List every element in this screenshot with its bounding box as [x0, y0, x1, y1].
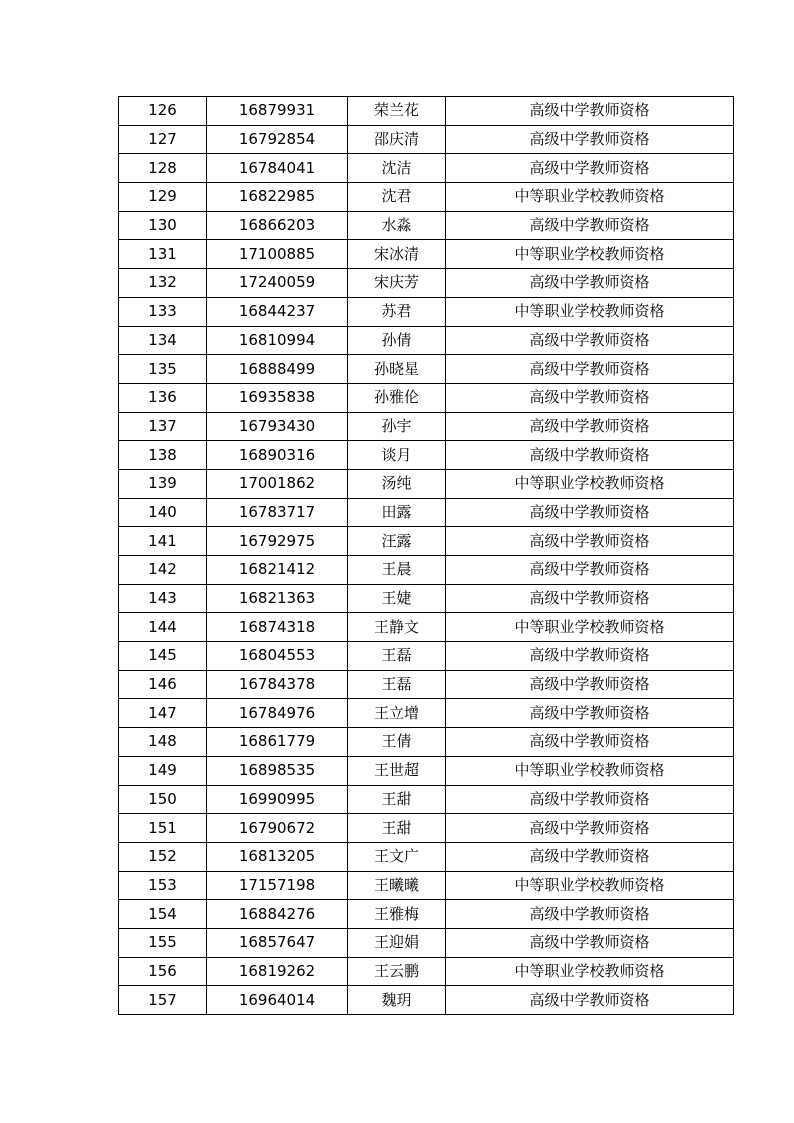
- name-cell: 王晨: [348, 556, 446, 585]
- seq-cell: 156: [119, 957, 207, 986]
- qualification-cell: 中等职业学校教师资格: [446, 957, 734, 986]
- seq-cell: 128: [119, 154, 207, 183]
- qualification-cell: 高级中学教师资格: [446, 269, 734, 298]
- qualification-cell: 高级中学教师资格: [446, 670, 734, 699]
- name-cell: 王倩: [348, 728, 446, 757]
- qualification-cell: 高级中学教师资格: [446, 814, 734, 843]
- id-cell: 16810994: [207, 326, 348, 355]
- name-cell: 王甜: [348, 785, 446, 814]
- table-row: [119, 269, 734, 298]
- qualification-cell: 高级中学教师资格: [446, 97, 734, 126]
- seq-cell: 152: [119, 842, 207, 871]
- qualification-cell: 高级中学教师资格: [446, 355, 734, 384]
- table-row: [119, 871, 734, 900]
- seq-cell: 138: [119, 441, 207, 470]
- name-cell: 田露: [348, 498, 446, 527]
- id-cell: 16964014: [207, 986, 348, 1015]
- table-row: [119, 670, 734, 699]
- table-row: [119, 240, 734, 269]
- qualification-cell: 高级中学教师资格: [446, 125, 734, 154]
- name-cell: 宋冰清: [348, 240, 446, 269]
- seq-cell: 126: [119, 97, 207, 126]
- seq-cell: 136: [119, 383, 207, 412]
- qualification-cell: 高级中学教师资格: [446, 728, 734, 757]
- qualification-cell: 高级中学教师资格: [446, 498, 734, 527]
- id-cell: 16866203: [207, 211, 348, 240]
- name-cell: 王立增: [348, 699, 446, 728]
- seq-cell: 140: [119, 498, 207, 527]
- qualification-cell: 中等职业学校教师资格: [446, 613, 734, 642]
- table-row: [119, 556, 734, 585]
- qualification-cell: 高级中学教师资格: [446, 412, 734, 441]
- name-cell: 苏君: [348, 297, 446, 326]
- qualification-cell: 中等职业学校教师资格: [446, 469, 734, 498]
- table-row: [119, 613, 734, 642]
- seq-cell: 139: [119, 469, 207, 498]
- seq-cell: 135: [119, 355, 207, 384]
- name-cell: 王静文: [348, 613, 446, 642]
- name-cell: 王文广: [348, 842, 446, 871]
- qualification-cell: 高级中学教师资格: [446, 211, 734, 240]
- id-cell: 16888499: [207, 355, 348, 384]
- table-row: [119, 355, 734, 384]
- table-row: [119, 756, 734, 785]
- id-cell: 17001862: [207, 469, 348, 498]
- seq-cell: 151: [119, 814, 207, 843]
- qualification-cell: 高级中学教师资格: [446, 527, 734, 556]
- seq-cell: 127: [119, 125, 207, 154]
- id-cell: 16857647: [207, 928, 348, 957]
- qualification-cell: 高级中学教师资格: [446, 556, 734, 585]
- name-cell: 汤纯: [348, 469, 446, 498]
- seq-cell: 154: [119, 900, 207, 929]
- name-cell: 王迎娟: [348, 928, 446, 957]
- name-cell: 沈君: [348, 183, 446, 212]
- name-cell: 汪露: [348, 527, 446, 556]
- table-row: [119, 469, 734, 498]
- seq-cell: 132: [119, 269, 207, 298]
- seq-cell: 129: [119, 183, 207, 212]
- id-cell: 16898535: [207, 756, 348, 785]
- table-row: [119, 842, 734, 871]
- seq-cell: 150: [119, 785, 207, 814]
- name-cell: 孙宇: [348, 412, 446, 441]
- id-cell: 16819262: [207, 957, 348, 986]
- qualification-cell: 高级中学教师资格: [446, 699, 734, 728]
- name-cell: 谈月: [348, 441, 446, 470]
- seq-cell: 148: [119, 728, 207, 757]
- table-row: [119, 957, 734, 986]
- id-cell: 16793430: [207, 412, 348, 441]
- seq-cell: 153: [119, 871, 207, 900]
- seq-cell: 155: [119, 928, 207, 957]
- qualification-cell: 中等职业学校教师资格: [446, 756, 734, 785]
- id-cell: 16861779: [207, 728, 348, 757]
- name-cell: 王婕: [348, 584, 446, 613]
- id-cell: 16792854: [207, 125, 348, 154]
- table-row: [119, 584, 734, 613]
- qualification-cell: 高级中学教师资格: [446, 986, 734, 1015]
- qualification-cell: 高级中学教师资格: [446, 326, 734, 355]
- table-row: [119, 154, 734, 183]
- seq-cell: 157: [119, 986, 207, 1015]
- roster-body: [119, 97, 734, 1015]
- table-row: [119, 326, 734, 355]
- table-row: [119, 498, 734, 527]
- qualification-cell: 高级中学教师资格: [446, 642, 734, 671]
- name-cell: 孙倩: [348, 326, 446, 355]
- qualification-cell: 高级中学教师资格: [446, 900, 734, 929]
- id-cell: 16884276: [207, 900, 348, 929]
- table-row: [119, 383, 734, 412]
- name-cell: 王磊: [348, 642, 446, 671]
- table-row: [119, 211, 734, 240]
- id-cell: 16804553: [207, 642, 348, 671]
- table-row: [119, 125, 734, 154]
- seq-cell: 142: [119, 556, 207, 585]
- id-cell: 16784976: [207, 699, 348, 728]
- id-cell: 16784041: [207, 154, 348, 183]
- table-row: [119, 814, 734, 843]
- qualification-cell: 高级中学教师资格: [446, 928, 734, 957]
- name-cell: 王曦曦: [348, 871, 446, 900]
- qualification-cell: 中等职业学校教师资格: [446, 240, 734, 269]
- seq-cell: 133: [119, 297, 207, 326]
- name-cell: 荣兰花: [348, 97, 446, 126]
- qualification-cell: 高级中学教师资格: [446, 842, 734, 871]
- seq-cell: 144: [119, 613, 207, 642]
- id-cell: 17100885: [207, 240, 348, 269]
- name-cell: 邵庆清: [348, 125, 446, 154]
- qualification-cell: 中等职业学校教师资格: [446, 871, 734, 900]
- qualification-cell: 高级中学教师资格: [446, 441, 734, 470]
- name-cell: 王世超: [348, 756, 446, 785]
- name-cell: 王磊: [348, 670, 446, 699]
- table-row: [119, 97, 734, 126]
- id-cell: 16822985: [207, 183, 348, 212]
- table-row: [119, 986, 734, 1015]
- seq-cell: 131: [119, 240, 207, 269]
- id-cell: 17157198: [207, 871, 348, 900]
- seq-cell: 134: [119, 326, 207, 355]
- name-cell: 孙晓星: [348, 355, 446, 384]
- id-cell: 16792975: [207, 527, 348, 556]
- table-row: [119, 441, 734, 470]
- seq-cell: 137: [119, 412, 207, 441]
- id-cell: 16790672: [207, 814, 348, 843]
- id-cell: 17240059: [207, 269, 348, 298]
- id-cell: 16879931: [207, 97, 348, 126]
- id-cell: 16935838: [207, 383, 348, 412]
- roster-table: [118, 96, 734, 1015]
- id-cell: 16821363: [207, 584, 348, 613]
- table-row: [119, 412, 734, 441]
- name-cell: 孙雅伦: [348, 383, 446, 412]
- id-cell: 16890316: [207, 441, 348, 470]
- id-cell: 16821412: [207, 556, 348, 585]
- id-cell: 16990995: [207, 785, 348, 814]
- table-row: [119, 527, 734, 556]
- name-cell: 王云鹏: [348, 957, 446, 986]
- name-cell: 宋庆芳: [348, 269, 446, 298]
- table-row: [119, 900, 734, 929]
- table-row: [119, 699, 734, 728]
- table-row: [119, 642, 734, 671]
- qualification-cell: 高级中学教师资格: [446, 154, 734, 183]
- name-cell: 魏玥: [348, 986, 446, 1015]
- seq-cell: 130: [119, 211, 207, 240]
- table-row: [119, 785, 734, 814]
- id-cell: 16784378: [207, 670, 348, 699]
- seq-cell: 147: [119, 699, 207, 728]
- name-cell: 王甜: [348, 814, 446, 843]
- id-cell: 16844237: [207, 297, 348, 326]
- seq-cell: 146: [119, 670, 207, 699]
- seq-cell: 141: [119, 527, 207, 556]
- qualification-cell: 中等职业学校教师资格: [446, 297, 734, 326]
- qualification-cell: 高级中学教师资格: [446, 584, 734, 613]
- table-row: [119, 928, 734, 957]
- id-cell: 16874318: [207, 613, 348, 642]
- qualification-cell: 高级中学教师资格: [446, 383, 734, 412]
- seq-cell: 149: [119, 756, 207, 785]
- qualification-cell: 高级中学教师资格: [446, 785, 734, 814]
- name-cell: 水淼: [348, 211, 446, 240]
- id-cell: 16813205: [207, 842, 348, 871]
- seq-cell: 145: [119, 642, 207, 671]
- name-cell: 王雅梅: [348, 900, 446, 929]
- seq-cell: 143: [119, 584, 207, 613]
- table-row: [119, 297, 734, 326]
- id-cell: 16783717: [207, 498, 348, 527]
- table-row: [119, 183, 734, 212]
- qualification-cell: 中等职业学校教师资格: [446, 183, 734, 212]
- table-row: [119, 728, 734, 757]
- name-cell: 沈洁: [348, 154, 446, 183]
